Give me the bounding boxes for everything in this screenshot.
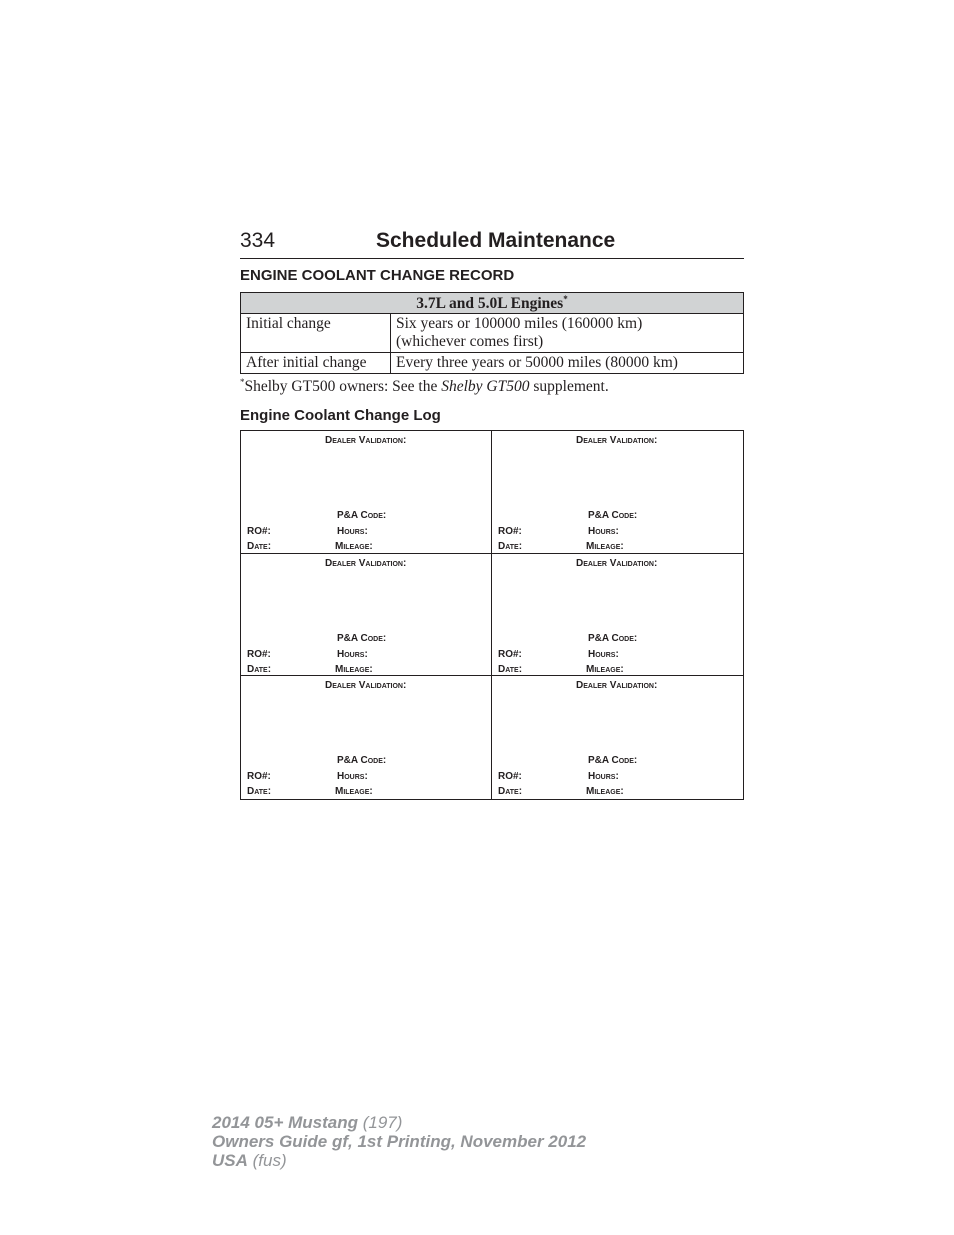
log-title: Engine Coolant Change Log — [240, 407, 441, 424]
hours-label: Hours: — [337, 526, 368, 537]
hours-label: Hours: — [337, 648, 368, 660]
mileage-label: Mileage: — [586, 786, 624, 798]
ro-label: RO#: — [247, 771, 271, 783]
page-title: Scheduled Maintenance — [376, 229, 616, 252]
log-cell — [492, 431, 743, 554]
ro-label: RO#: — [247, 526, 271, 537]
row-value: Six years or 100000 miles (160000 km) (whichever comes first) — [391, 314, 744, 353]
mileage-label: Mileage: — [586, 541, 624, 552]
date-label: Date: — [498, 663, 523, 675]
coolant-change-record-table — [240, 292, 744, 374]
ro-label: RO#: — [498, 526, 522, 537]
table-header-row — [241, 293, 744, 314]
date-label: Date: — [498, 786, 523, 798]
date-label: Date: — [247, 786, 272, 798]
pa-code-label: P&A Code: — [337, 510, 387, 521]
table-row — [241, 353, 744, 374]
table-row — [241, 314, 744, 353]
dealer-validation-label: Dealer Validation: — [576, 435, 658, 446]
hours-label: Hours: — [337, 771, 368, 783]
ro-label: RO#: — [498, 648, 522, 660]
ro-label: RO#: — [498, 771, 522, 783]
log-cell — [241, 554, 492, 677]
pa-code-label: P&A Code: — [588, 632, 638, 644]
coolant-change-log-grid — [240, 430, 744, 800]
mileage-label: Mileage: — [335, 663, 373, 675]
footer-line-1: 2014 05+ Mustang (197) — [212, 1113, 403, 1132]
date-label: Date: — [498, 541, 523, 552]
dealer-validation-label: Dealer Validation: — [325, 680, 407, 692]
table-header: 3.7L and 5.0L Engines* — [241, 293, 744, 314]
log-cell — [241, 431, 492, 554]
row-label: Initial change — [241, 314, 391, 353]
dealer-validation-label: Dealer Validation: — [325, 435, 407, 446]
footer-line-3: USA (fus) — [212, 1151, 287, 1170]
page-number: 334 — [240, 229, 276, 252]
row-label: After initial change — [241, 353, 391, 374]
pa-code-label: P&A Code: — [337, 755, 387, 767]
ro-label: RO#: — [247, 648, 271, 660]
dealer-validation-label: Dealer Validation: — [576, 680, 658, 692]
row-value: Every three years or 50000 miles (80000 km) — [391, 353, 744, 374]
mileage-label: Mileage: — [335, 786, 373, 798]
date-label: Date: — [247, 541, 272, 552]
footnote: *Shelby GT500 owners: See the Shelby GT500 supplement. — [240, 377, 609, 396]
hours-label: Hours: — [588, 771, 619, 783]
date-label: Date: — [247, 663, 272, 675]
pa-code-label: P&A Code: — [588, 510, 638, 521]
log-cell — [492, 554, 743, 677]
page-header — [240, 228, 744, 259]
log-cell — [241, 676, 492, 799]
mileage-label: Mileage: — [586, 663, 624, 675]
hours-label: Hours: — [588, 526, 619, 537]
pa-code-label: P&A Code: — [588, 755, 638, 767]
print-footer — [212, 1113, 586, 1170]
pa-code-label: P&A Code: — [337, 632, 387, 644]
footer-line-2: Owners Guide gf, 1st Printing, November 2012 — [212, 1132, 587, 1151]
mileage-label: Mileage: — [335, 541, 373, 552]
hours-label: Hours: — [588, 648, 619, 660]
log-cell — [492, 676, 743, 799]
section-heading: ENGINE COOLANT CHANGE RECORD — [240, 267, 515, 284]
dealer-validation-label: Dealer Validation: — [325, 557, 407, 569]
dealer-validation-label: Dealer Validation: — [576, 557, 658, 569]
